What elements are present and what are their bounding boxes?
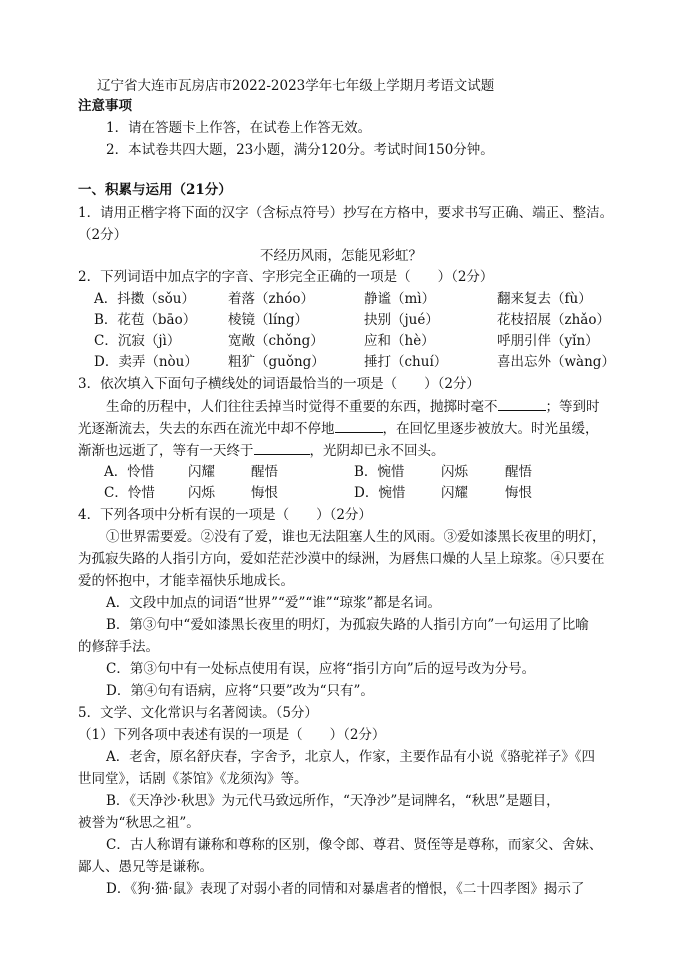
q3-option-c-word-1: C．怜惜 bbox=[104, 485, 155, 501]
q3-text: 光逐渐流去，失去的东西在流光中却不停地 bbox=[78, 421, 335, 437]
q2-stem: 2．下列词语中加点字的字音、字形完全正确的一项是（ ）（2分） bbox=[78, 269, 494, 285]
q3-option-d-word-2: 闪耀 bbox=[441, 485, 468, 501]
q3-text: 渐渐也远逝了，等有一天终于 bbox=[78, 443, 254, 459]
q5-option-b-line-2: 被誉为“秋思之祖”。 bbox=[78, 815, 200, 831]
q3-passage-line-3 bbox=[78, 440, 445, 461]
section-1-heading: 一、积累与运用（21分） bbox=[78, 182, 232, 198]
q2-option-c-2: 宽敞（chǒng） bbox=[228, 333, 324, 349]
q2-option-a-1: A．抖擞（sǒu） bbox=[94, 291, 195, 307]
q5-stem: 5．文学、文化常识与名著阅读。（5分） bbox=[78, 705, 318, 721]
q4-passage-line-1: ①世界需要爱。②没有了爱，谁也无法阻塞人生的风雨。③爱如漆黑长夜里的明灯， bbox=[106, 529, 606, 545]
q2-option-b-1: B．花苞（bāo） bbox=[94, 312, 197, 328]
q5-option-a-line-1: A．老舍，原名舒庆春，字舍予，北京人，作家，主要作品有小说《骆驼祥子》《四 bbox=[106, 749, 595, 765]
q5-option-c-line-2: 鄙人、愚兄等是谦称。 bbox=[78, 859, 213, 875]
q3-option-a-word-2: 闪耀 bbox=[188, 464, 215, 480]
q5-option-a-line-2: 世同堂》，话剧《茶馆》《龙须沟》等。 bbox=[78, 771, 308, 787]
q1-line-2: （2分） bbox=[78, 227, 128, 243]
q5-option-c-line-1: C．古人称谓有谦称和尊称的区别，像令郎、尊君、贤侄等是尊称，而家父、舍妹、 bbox=[106, 837, 603, 853]
q2-option-c-1: C．沉寂（jì） bbox=[94, 333, 181, 349]
q2-option-a-4: 翻来复去（fù） bbox=[497, 291, 592, 307]
q2-option-d-2: 粗犷（guǒng） bbox=[228, 354, 325, 370]
q3-option-c-word-2: 闪烁 bbox=[188, 485, 215, 501]
q4-option-d: D．第④句有语病，应将“只要”改为“只有”。 bbox=[106, 683, 374, 699]
q4-option-c: C．第③句中有一处标点使用有误，应将“指引方向”后的逗号改为分号。 bbox=[106, 661, 536, 677]
q2-option-d-4: 喜出忘外（wàng） bbox=[497, 354, 615, 370]
q3-option-a-word-3: 醒悟 bbox=[251, 464, 278, 480]
notice-item-2: 2．本试卷共四大题，23小题，满分120分。考试时间150分钟。 bbox=[106, 142, 494, 158]
q2-option-d-3: 捶打（chuí） bbox=[364, 354, 448, 370]
q3-option-a-word-1: A．怜惜 bbox=[104, 464, 155, 480]
answer-blank[interactable] bbox=[254, 440, 310, 455]
q3-option-d-word-1: D．惋惜 bbox=[354, 485, 406, 501]
q4-passage-line-2: 为孤寂失路的人指引方向，爱如茫茫沙漠中的绿洲，为唇焦口燥的人呈上琼浆。④只要在 bbox=[78, 551, 605, 567]
answer-blank[interactable] bbox=[498, 396, 546, 411]
q4-option-b-line-2: 的修辞手法。 bbox=[78, 639, 159, 655]
q3-option-b-word-3: 醒悟 bbox=[505, 464, 532, 480]
q3-option-b-word-1: B．惋惜 bbox=[354, 464, 405, 480]
q2-option-b-3: 抉别（jué） bbox=[364, 312, 439, 328]
q2-option-d-1: D．卖弄（nòu） bbox=[94, 354, 198, 370]
q5-option-d-line-1: D．《狗·猫·鼠》表现了对弱小者的同情和对暴虐者的憎恨，《二十四孝图》揭示了 bbox=[106, 881, 585, 897]
q3-option-d-word-3: 悔恨 bbox=[505, 485, 532, 501]
q4-option-b-line-1: B．第③句中“爱如漆黑长夜里的明灯，为孤寂失路的人指引方向”一句运用了比喻 bbox=[106, 617, 589, 633]
q1-phrase: 不经历风雨，怎能见彩虹？ bbox=[260, 248, 422, 264]
q2-option-a-2: 着落（zhóo） bbox=[228, 291, 315, 307]
answer-blank[interactable] bbox=[335, 418, 383, 433]
q2-option-b-2: 棱镜（líng） bbox=[228, 312, 308, 328]
q3-option-b-word-2: 闪烁 bbox=[441, 464, 468, 480]
q5-sub-1-stem: （1）下列各项中表述有误的一项是（ ）（2分） bbox=[78, 727, 386, 743]
notice-item-1: 1．请在答题卡上作答，在试卷上作答无效。 bbox=[106, 120, 372, 136]
q3-text: ；等到时 bbox=[545, 399, 600, 415]
q3-text: ，光阴却已永不回头。 bbox=[309, 443, 445, 459]
q1-line-1: 1．请用正楷字将下面的汉字（含标点符号）抄写在方格中，要求书写正确、端正、整洁。 bbox=[78, 205, 614, 221]
q4-stem: 4．下列各项中分析有误的一项是（ ）（2分） bbox=[78, 507, 372, 523]
q2-option-b-4: 花枝招展（zhǎo） bbox=[497, 312, 610, 328]
q3-stem: 3．依次填入下面句子横线处的词语最恰当的一项是（ ）（2分） bbox=[78, 376, 480, 392]
q2-option-c-3: 应和（hè） bbox=[364, 333, 435, 349]
q2-option-a-3: 静谧（mì） bbox=[364, 291, 436, 307]
q4-passage-line-3: 爱的怀抱中，才能幸福快乐地成长。 bbox=[78, 573, 294, 589]
q3-text: 生命的历程中，人们往往丢掉当时觉得不重要的东西，抛掷时毫不 bbox=[106, 399, 498, 415]
q3-option-c-word-3: 悔恨 bbox=[251, 485, 278, 501]
notice-heading: 注意事项 bbox=[78, 98, 132, 114]
q3-text: ，在回忆里逐步被放大。时光虽缓， bbox=[382, 421, 599, 437]
q5-option-b-line-1: B．《天净沙·秋思》为元代马致远所作，“天净沙”是词牌名，“秋思”是题目， bbox=[106, 793, 560, 809]
q4-option-a: A．文段中加点的词语“世界”“爱”“谁”“琼浆”都是名词。 bbox=[106, 595, 441, 611]
q3-passage-line-1 bbox=[106, 396, 600, 417]
q2-option-c-4: 呼朋引伴（yǐn） bbox=[497, 333, 599, 349]
exam-title: 辽宁省大连市瓦房店市2022-2023学年七年级上学期月考语文试题 bbox=[97, 78, 495, 94]
q3-passage-line-2 bbox=[78, 418, 599, 439]
